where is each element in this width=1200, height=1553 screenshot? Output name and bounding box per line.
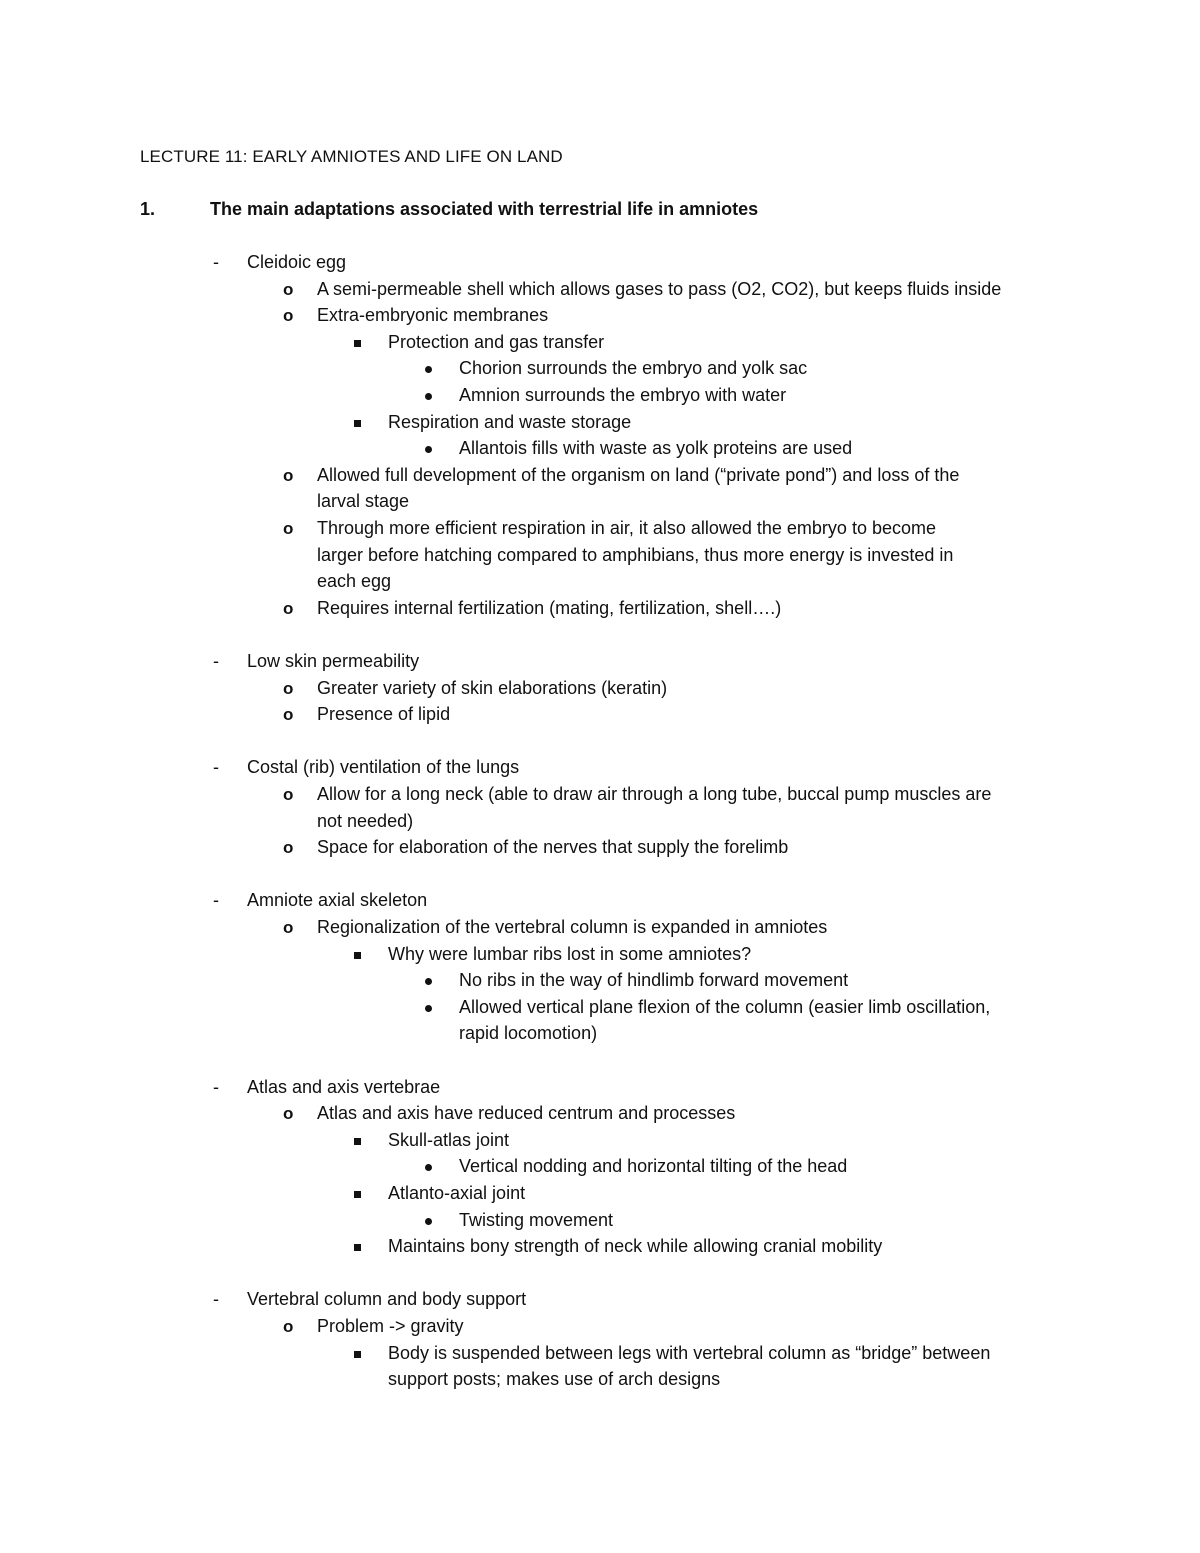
dot-bullet-icon — [425, 1164, 432, 1171]
square-bullet-icon — [354, 420, 361, 427]
dash-bullet-icon: - — [213, 757, 219, 778]
dot-bullet-icon — [425, 978, 432, 985]
outline-item-level-2: support posts; makes use of arch designs — [388, 1369, 721, 1390]
circle-bullet-icon: o — [283, 1104, 294, 1124]
outline-item-level-1: larval stage — [317, 491, 410, 512]
outline-item-level-0: Cleidoic egg — [247, 252, 347, 272]
outline-item-level-1: Allow for a long neck (able to draw air through a long tube, buccal pump muscles are — [317, 784, 992, 804]
outline-item-level-3: No ribs in the way of hindlimb forward movement — [459, 970, 849, 991]
dot-bullet-icon — [425, 446, 432, 453]
outline-item-level-1: larger before hatching compared to amphibians, thus more energy is invested in — [317, 544, 954, 565]
outline-item-level-3: Allowed vertical plane flexion of the column (easier limb oscillation, — [459, 996, 991, 1017]
circle-bullet-icon: o — [283, 598, 294, 618]
outline-item-level-1: Allowed full development of the organism on land (“private pond”) and loss of the — [317, 464, 960, 485]
outline-item-level-1: A semi-permeable shell which allows gases to pass (O2, CO2), but keeps fluids inside — [317, 278, 1002, 299]
outline-item-level-2: Respiration and waste storage — [388, 411, 632, 432]
circle-bullet-icon: o — [283, 1317, 294, 1336]
circle-bullet-icon: o — [283, 279, 294, 299]
circle-bullet-icon: o — [283, 678, 294, 698]
dash-bullet-icon: - — [213, 252, 219, 272]
outline-item-level-1: Extra-embryonic membranes — [317, 305, 549, 326]
outline-item-level-0: Costal (rib) ventilation of the lungs — [247, 757, 520, 778]
outline-item-level-1: not needed) — [317, 810, 414, 831]
dot-bullet-icon — [425, 366, 432, 373]
outline-item-level-2: Why were lumbar ribs lost in some amniotes? — [388, 943, 752, 964]
outline-item-level-1: Space for elaboration of the nerves that supply the forelimb — [317, 837, 789, 858]
circle-bullet-icon: o — [283, 519, 294, 538]
section-heading — [140, 197, 758, 221]
circle-bullet-icon: o — [283, 838, 294, 858]
dot-bullet-icon — [425, 1218, 432, 1225]
outline-item-level-2: Body is suspended between legs with vertebral column as “bridge” between — [388, 1342, 991, 1363]
circle-bullet-icon: o — [283, 465, 294, 485]
dash-bullet-icon: - — [213, 1076, 219, 1097]
outline-item-level-1: Through more efficient respiration in air, it also allowed the embryo to become — [317, 518, 936, 538]
section-number: 1. — [140, 199, 156, 219]
dash-bullet-icon: - — [213, 1289, 219, 1310]
dot-bullet-icon — [425, 393, 432, 400]
circle-bullet-icon: o — [283, 705, 294, 725]
outline-item-level-3: Allantois fills with waste as yolk proteins are used — [459, 438, 853, 459]
outline-item-level-2: Maintains bony strength of neck while allowing cranial mobility — [388, 1236, 883, 1257]
square-bullet-icon — [354, 340, 361, 347]
outline-item-level-3: Twisting movement — [459, 1209, 614, 1230]
circle-bullet-icon: o — [283, 785, 294, 804]
outline-item-level-1: Presence of lipid — [317, 704, 451, 725]
dot-bullet-icon — [425, 1005, 432, 1012]
outline-item-level-3: Chorion surrounds the embryo and yolk sac — [459, 358, 808, 379]
circle-bullet-icon: o — [283, 306, 294, 326]
outline-item-level-0: Atlas and axis vertebrae — [247, 1076, 441, 1097]
section-heading-text: The main adaptations associated with terrestrial life in amniotes — [210, 199, 759, 219]
outline-item-level-1: Atlas and axis have reduced centrum and processes — [317, 1103, 736, 1124]
dash-bullet-icon: - — [213, 890, 219, 911]
square-bullet-icon — [354, 1191, 361, 1198]
outline-item-level-3: Vertical nodding and horizontal tilting of the head — [459, 1156, 848, 1177]
outline-item-level-1: Regionalization of the vertebral column is expanded in amniotes — [317, 917, 828, 937]
square-bullet-icon — [354, 1244, 361, 1251]
outline-item-level-1: Problem -> gravity — [317, 1316, 464, 1336]
square-bullet-icon — [354, 1351, 361, 1358]
dash-bullet-icon: - — [213, 651, 219, 671]
outline-item-level-1: Greater variety of skin elaborations (keratin) — [317, 677, 668, 698]
outline-item-level-2: Skull-atlas joint — [388, 1129, 510, 1150]
outline-item-level-3: rapid locomotion) — [459, 1023, 598, 1044]
outline-item-level-0: Low skin permeability — [247, 651, 420, 671]
outline-item-level-1: each egg — [317, 571, 392, 592]
outline-item-level-0: Amniote axial skeleton — [247, 890, 428, 911]
outline-item-level-2: Atlanto-axial joint — [388, 1183, 526, 1203]
outline-item-level-3: Amnion surrounds the embryo with water — [459, 385, 787, 405]
outline-item-level-1: Requires internal fertilization (mating, fertilization, shell….) — [317, 597, 782, 618]
square-bullet-icon — [354, 952, 361, 959]
square-bullet-icon — [354, 1138, 361, 1145]
outline-item-level-0: Vertebral column and body support — [247, 1289, 527, 1310]
outline-item-level-2: Protection and gas transfer — [388, 331, 605, 352]
lecture-title: LECTURE 11: EARLY AMNIOTES AND LIFE ON LAND — [140, 147, 563, 166]
circle-bullet-icon: o — [283, 918, 294, 937]
